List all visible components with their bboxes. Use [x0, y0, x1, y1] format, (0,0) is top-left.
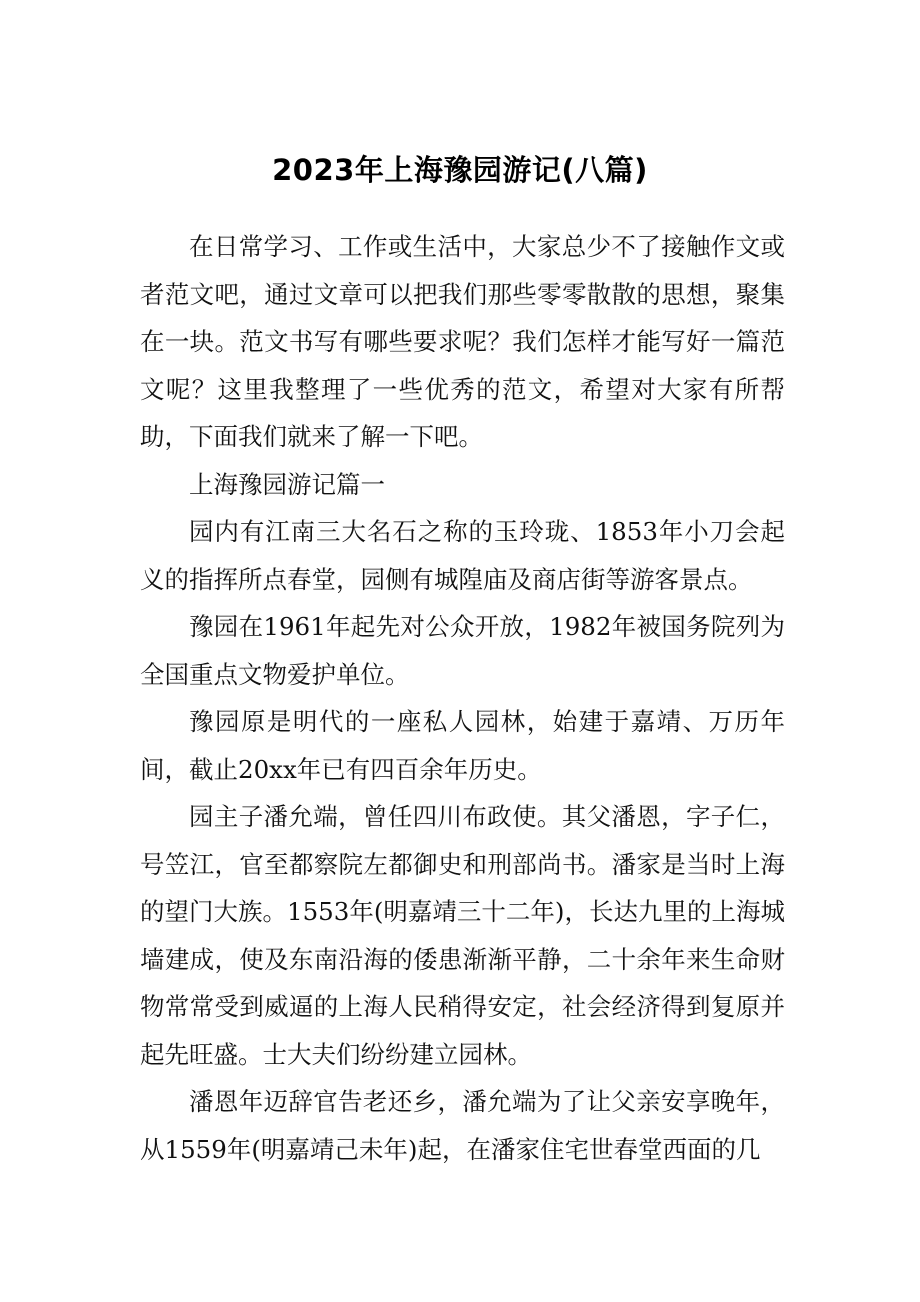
body-paragraph: 园主子潘允端，曾任四川布政使。其父潘恩，字子仁，号笠江，官至都察院左都御史和刑部尚书。潘家是当时上海的望门大族。1553年(明嘉靖三十二年)，长达九里的上海城墙建成，使及东南沿海的倭患渐渐平静，二十余年来生命财物常常受到威逼的上海人民稍得安定，社会经济得到复原并起先旺盛。士大夫们纷纷建立园林。: [140, 802, 785, 1069]
body-paragraph: 潘恩年迈辞官告老还乡，潘允端为了让父亲安享晚年，从1559年(明嘉靖己未年)起，在潘家住宅世春堂西面的几: [140, 1087, 785, 1164]
intro-paragraph: 在日常学习、工作或生活中，大家总少不了接触作文或者范文吧，通过文章可以把我们那些零零散散的思想，聚集在一块。范文书写有哪些要求呢？我们怎样才能写好一篇范文呢？这里我整理了一些优秀的范文，希望对大家有所帮助，下面我们就来了解一下吧。: [140, 232, 785, 451]
document-body: [140, 223, 785, 1173]
section-heading: 上海豫园游记篇一: [189, 469, 385, 499]
body-paragraph: 园内有江南三大名石之称的玉玲珑、1853年小刀会起义的指挥所点春堂，园侧有城隍庙及商店街等游客景点。: [140, 517, 785, 594]
body-paragraph: 豫园原是明代的一座私人园林，始建于嘉靖、万历年间，截止20xx年已有四百余年历史。: [140, 707, 785, 784]
document-title: 2023年上海豫园游记(八篇): [272, 153, 648, 187]
body-paragraph: 豫园在1961年起先对公众开放，1982年被国务院列为全国重点文物爱护单位。: [140, 612, 785, 689]
